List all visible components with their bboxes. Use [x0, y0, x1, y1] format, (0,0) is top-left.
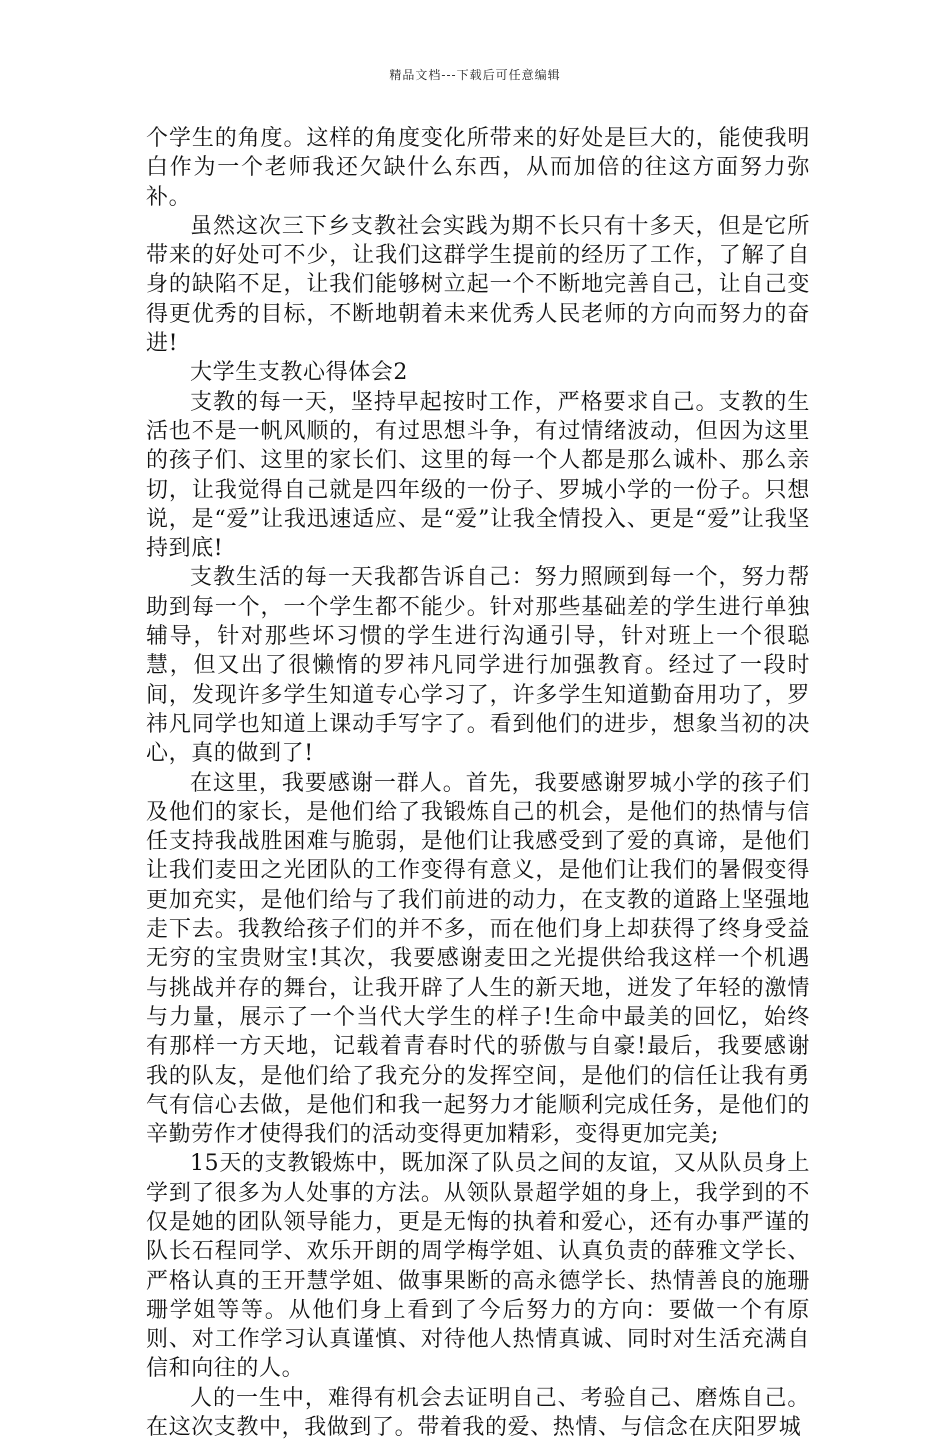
- paragraph-4: 支教生活的每一天我都告诉自己：努力照顾到每一个，努力帮助到每一个，一个学生都不能少。针对那些基础差的学生进行单独辅导，针对那些坏习惯的学生进行沟通引导，针对班上一个很聪慧，但又出了很懒惰的罗祎凡同学进行加强教育。经过了一段时间，发现许多学生知道专心学习了，许多学生知道勤奋用功了，罗祎凡同学也知道上课动手写字了。看到他们的进步，想象当初的决心，真的做到了!: [146, 565, 810, 767]
- paragraph-7: 人的一生中，难得有机会去证明自己、考验自己、磨炼自己。在这次支教中，我做到了。带着我的爱、热情、与信念在庆阳罗城: [146, 1385, 810, 1441]
- paragraph-1: 个学生的角度。这样的角度变化所带来的好处是巨大的，能使我明白作为一个老师我还欠缺什么东西，从而加倍的往这方面努力弥补。: [146, 126, 810, 210]
- section-heading: 大学生支教心得体会2: [190, 360, 408, 386]
- paragraph-3: 支教的每一天，坚持早起按时工作，严格要求自己。支教的生活也不是一帆风顺的，有过思想斗争，有过情绪波动，但因为这里的孩子们、这里的家长们、这里的每一个人都是那么诚朴、那么亲切，让我觉得自己就是四年级的一份子、罗城小学的一份子。只想说，是“爱”让我迅速适应、是“爱”让我全情投入、更是“爱”让我坚持到底!: [146, 389, 810, 562]
- paragraph-5: 在这里，我要感谢一群人。首先，我要感谢罗城小学的孩子们及他们的家长，是他们给了我锻炼自己的机会，是他们的热情与信任支持我战胜困难与脆弱，是他们让我感受到了爱的真谛，是他们让我们麦田之光团队的工作变得有意义，是他们让我们的暑假变得更加充实，是他们给与了我们前进的动力，在支教的道路上坚强地走下去。我教给孩子们的并不多，而在他们身上却获得了终身受益无穷的宝贵财宝!其次，我要感谢麦田之光提供给我这样一个机遇与挑战并存的舞台，让我开辟了人生的新天地，迸发了年轻的激情与力量，展示了一个当代大学生的样子!生命中最美的回忆，始终有那样一方天地，记载着青春时代的骄傲与自豪!最后，我要感谢我的队友，是他们给了我充分的发挥空间，是他们的信任让我有勇气有信心去做，是他们和我一起努力才能顺利完成任务，是他们的辛勤劳作才使得我们的活动变得更加精彩，变得更加完美;: [146, 770, 810, 1148]
- paragraph-2: 虽然这次三下乡支教社会实践为期不长只有十多天，但是它所带来的好处可不少，让我们这群学生提前的经历了工作，了解了自身的缺陷不足，让我们能够树立起一个不断地完善自己，让自己变得更优秀的目标，不断地朝着未来优秀人民老师的方向而努力的奋进!: [146, 213, 810, 357]
- paragraph-6: 15天的支教锻炼中，既加深了队员之间的友谊，又从队员身上学到了很多为人处事的方法。从领队景超学姐的身上，我学到的不仅是她的团队领导能力，更是无悔的执着和爱心，还有办事严谨的队长石程同学、欢乐开朗的周学梅学姐、认真负责的薛雅文学长、严格认真的王开慧学姐、做事果断的高永德学长、热情善良的施珊珊学姐等等。从他们身上看到了今后努力的方向：要做一个有原则、对工作学习认真谨慎、对待他人热情真诚、同时对生活充满自信和向往的人。: [146, 1151, 810, 1382]
- page-header: 精品文档---下载后可任意编辑: [389, 68, 561, 82]
- document-body: [146, 124, 810, 1442]
